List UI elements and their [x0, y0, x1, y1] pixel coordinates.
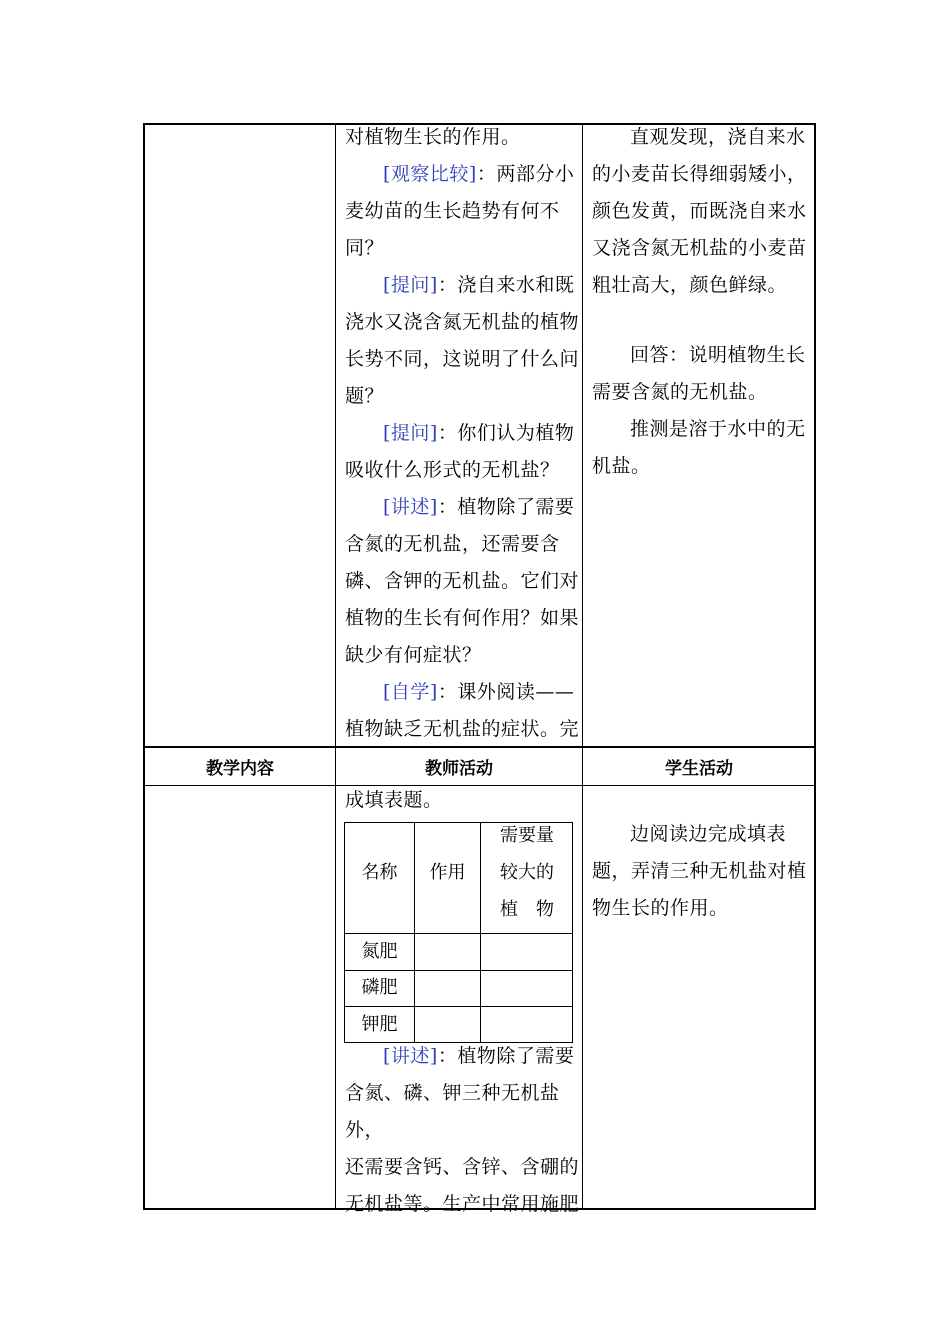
activity-tag: [讲述]	[383, 1045, 438, 1067]
text-line: 含氮的无机盐，还需要含	[345, 533, 560, 555]
text-line: 含氮、磷、钾三种无机盐外，	[345, 1082, 560, 1141]
text-line: 题？	[345, 385, 385, 407]
text-line: 同？	[345, 237, 385, 259]
text-line: 又浇含氮无机盐的小麦苗	[592, 237, 807, 259]
student-activity-top	[592, 119, 814, 485]
table-header-line: 需要量	[500, 825, 554, 846]
text-line: [讲述]：植物除了需要	[383, 1045, 575, 1067]
text-line: 回答：说明植物生长	[630, 344, 806, 366]
text-line: 磷、含钾的无机盐。它们对	[345, 570, 580, 592]
text-line: [讲述]：植物除了需要	[383, 496, 575, 518]
table-row-label: 氮肥	[361, 941, 398, 962]
activity-tag: [提问]	[383, 274, 438, 296]
table-header-function: 作用	[429, 862, 466, 883]
text-line: 边阅读边完成填表	[630, 823, 787, 845]
activity-tag: [提问]	[383, 422, 438, 444]
text-line: 颜色发黄，而既浇自来水	[592, 200, 807, 222]
table-row-label: 钾肥	[361, 1014, 398, 1035]
text-line: 缺少有何症状？	[345, 644, 482, 666]
text-line: 推测是溶于水中的无	[630, 418, 806, 440]
text-line: 直观发现，浇自来水	[630, 126, 806, 148]
text-line: 还需要含钙、含锌、含硼的	[345, 1156, 580, 1178]
text-line: 浇水又浇含氮无机盐的植物	[345, 311, 580, 333]
blank-line	[592, 304, 814, 337]
text-line: 吸收什么形式的无机盐？	[345, 459, 560, 481]
text-line: 物生长的作用。	[592, 897, 729, 919]
text-line: 的小麦苗长得细弱矮小，	[592, 163, 807, 185]
teacher-activity-bottom	[345, 1038, 580, 1223]
table-row-label: 磷肥	[361, 977, 398, 998]
text-line: 植物缺乏无机盐的症状。完	[345, 718, 580, 740]
table-header-amount	[481, 817, 573, 928]
table-header-line: 较大的	[500, 862, 554, 883]
text-line: [提问]：浇自来水和既	[383, 274, 575, 296]
activity-tag: [自学]	[383, 681, 438, 703]
header-teaching-content: 教学内容	[206, 759, 274, 779]
text-line: 植物的生长有何作用？如果	[345, 607, 580, 629]
text-line: [观察比较]：两部分小	[383, 163, 575, 185]
text-line: 需要含氮的无机盐。	[592, 381, 768, 403]
table-header-line: 植 物	[500, 899, 554, 920]
activity-tag: [讲述]	[383, 496, 438, 518]
text-line: 粗壮高大，颜色鲜绿。	[592, 274, 788, 296]
text-line: 无机盐等。生产中常用施肥	[345, 1193, 580, 1215]
text-line: 题，弄清三种无机盐对植	[592, 860, 807, 882]
fertilizer-table	[344, 822, 573, 1043]
text-line: [提问]：你们认为植物	[383, 422, 575, 444]
text-line: 对植物生长的作用。	[345, 126, 521, 148]
header-student-activity: 学生活动	[665, 759, 733, 779]
text-line: 机盐。	[592, 455, 651, 477]
column-divider	[335, 124, 336, 1209]
header-teacher-activity: 教师活动	[425, 759, 493, 779]
teacher-activity-top	[345, 119, 580, 748]
text-line: 麦幼苗的生长趋势有何不	[345, 200, 560, 222]
table-header-name: 名称	[361, 862, 398, 883]
text-line: 长势不同，这说明了什么问	[345, 348, 580, 370]
teacher-activity-bottom-first	[345, 782, 580, 819]
text-line: [自学]：课外阅读——	[383, 681, 575, 703]
student-activity-bottom	[592, 816, 814, 927]
text-line: 成填表题。	[345, 789, 443, 811]
column-divider	[582, 124, 583, 1209]
activity-tag: [观察比较]	[383, 163, 477, 185]
